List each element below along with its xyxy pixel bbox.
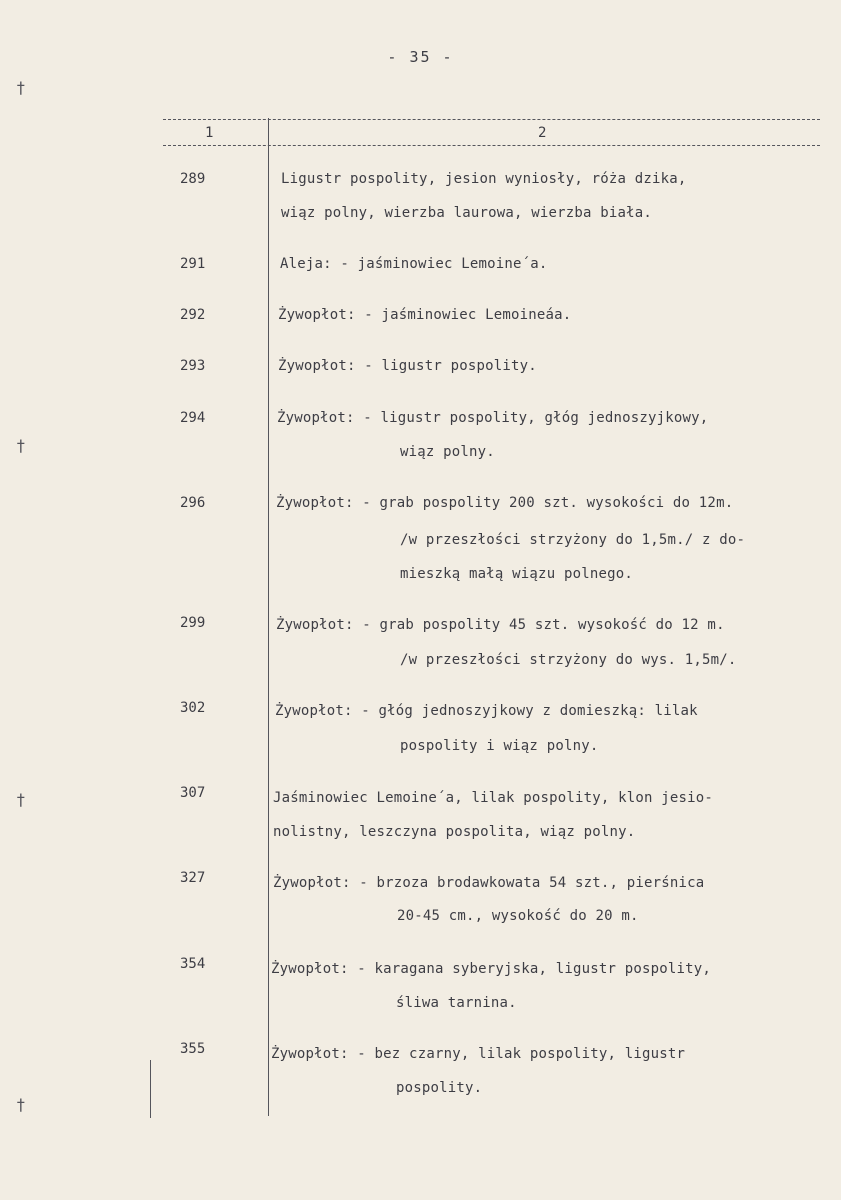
row-text-line: Żywopłot: - głóg jednoszyjkowy z domieszką: lilak [275, 703, 698, 719]
margin-mark: † [16, 1095, 26, 1114]
row-text-line: nolistny, leszczyna pospolita, wiąz polny. [273, 824, 636, 840]
margin-mark: † [16, 790, 26, 809]
row-text-line: pospolity i wiąz polny. [400, 738, 599, 754]
row-number: 299 [180, 615, 206, 631]
row-number: 327 [180, 870, 206, 886]
row-text-line: śliwa tarnina. [396, 995, 517, 1011]
row-text-line: Aleja: - jaśminowiec Lemoine´a. [280, 256, 548, 272]
row-text-line: 20-45 cm., wysokość do 20 m. [397, 908, 639, 924]
row-number: 291 [180, 256, 206, 272]
row-number: 307 [180, 785, 206, 801]
margin-mark: † [16, 436, 26, 455]
row-text-line: Żywopłot: - karagana syberyjska, ligustr pospolity, [271, 961, 712, 977]
row-text-line: Żywopłot: - grab pospolity 45 szt. wysokość do 12 m. [276, 617, 725, 633]
row-number: 294 [180, 410, 206, 426]
row-number: 293 [180, 358, 206, 374]
row-text-line: wiąz polny. [400, 444, 495, 460]
table-header-rule [163, 145, 820, 146]
row-text-line: Żywopłot: - ligustr pospolity, głóg jednoszyjkowy, [277, 410, 709, 426]
row-text-line: /w przeszłości strzyżony do 1,5m./ z do- [400, 532, 746, 548]
row-text-line: Żywopłot: - bez czarny, lilak pospolity, ligustr [271, 1046, 686, 1062]
left-border-line [150, 1060, 151, 1118]
row-text-line: wiąz polny, wierzba laurowa, wierzba biała. [281, 205, 653, 221]
column-header-1: 1 [205, 125, 214, 141]
row-number: 289 [180, 171, 206, 187]
row-text-line: Żywopłot: - ligustr pospolity. [278, 358, 537, 374]
row-text-line: mieszką małą wiązu polnego. [400, 566, 633, 582]
row-text-line: Jaśminowiec Lemoine´a, lilak pospolity, klon jesio- [273, 790, 714, 806]
row-number: 302 [180, 700, 206, 716]
margin-mark: † [16, 78, 26, 97]
row-text-line: /w przeszłości strzyżony do wys. 1,5m/. [400, 652, 737, 668]
row-number: 354 [180, 956, 206, 972]
column-header-2: 2 [538, 125, 547, 141]
table-top-rule [163, 119, 820, 120]
row-number: 292 [180, 307, 206, 323]
column-divider [268, 118, 269, 1116]
row-text-line: Żywopłot: - brzoza brodawkowata 54 szt., pierśnica [273, 875, 705, 891]
row-number: 296 [180, 495, 206, 511]
row-text-line: Żywopłot: - jaśminowiec Lemoineáa. [278, 307, 572, 323]
page-number: - 35 - [387, 48, 454, 66]
row-number: 355 [180, 1041, 206, 1057]
row-text-line: Ligustr pospolity, jesion wyniosły, róża dzika, [281, 171, 687, 187]
row-text-line: pospolity. [396, 1080, 483, 1096]
row-text-line: Żywopłot: - grab pospolity 200 szt. wysokości do 12m. [276, 495, 734, 511]
